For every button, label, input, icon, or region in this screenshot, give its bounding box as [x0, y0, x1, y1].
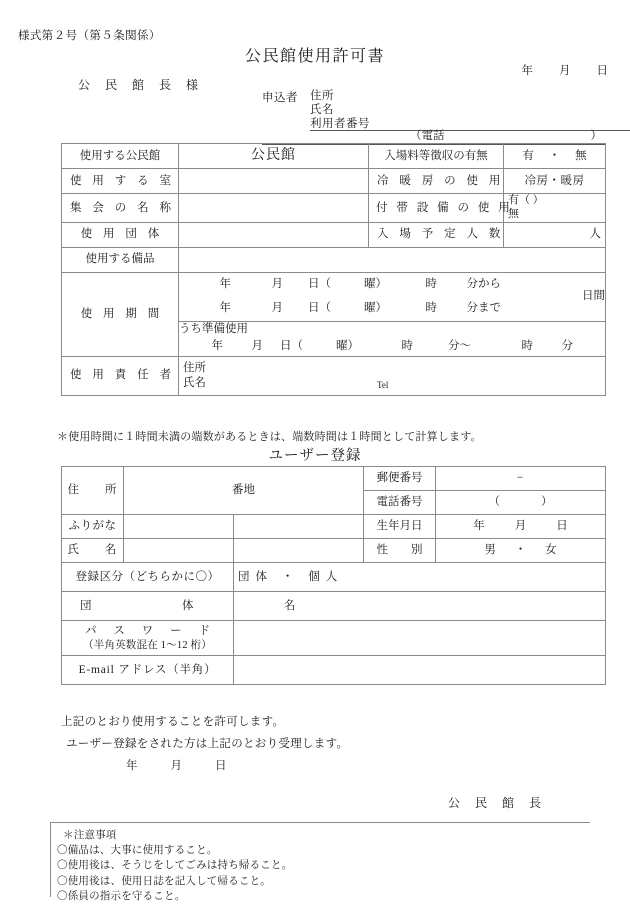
- reg-name-value-2[interactable]: [234, 539, 364, 563]
- permit-details-table: [61, 143, 606, 396]
- facility-label: 使用する公民館: [62, 144, 179, 169]
- reg-furigana-value-1[interactable]: [124, 515, 234, 539]
- reg-group-name-label: 団 体 名: [62, 592, 234, 621]
- period-to[interactable]: [179, 297, 532, 322]
- period-to-year: 年: [219, 302, 231, 315]
- period-to-hour: 時: [425, 302, 437, 315]
- prep-day: 日（: [280, 340, 303, 353]
- period-from[interactable]: [179, 273, 532, 297]
- period-from-day: 日（: [308, 278, 331, 291]
- approval-date-day: 日: [215, 760, 227, 772]
- approval-date-line: [126, 757, 227, 773]
- reg-phone-value[interactable]: （ ）: [436, 491, 606, 515]
- signature-line: 公 民 館 長: [448, 796, 548, 810]
- prep-month: 月: [251, 340, 263, 353]
- user-registration-table: [61, 466, 606, 685]
- period-days-unit[interactable]: 日間: [582, 290, 605, 303]
- reg-birth-value[interactable]: [436, 515, 606, 539]
- notice-item: 〇備品は、大事に使用すること。: [57, 845, 218, 857]
- prep-minute2: 分: [561, 340, 573, 353]
- prep-hour2: 時: [521, 340, 533, 353]
- issue-date-year: 年: [521, 65, 533, 77]
- reg-name-value-1[interactable]: [124, 539, 234, 563]
- table-row: [62, 621, 606, 656]
- prep-weekday: 曜）: [336, 340, 359, 353]
- period-subtable: [179, 273, 605, 356]
- period-to-weekday: 曜）: [364, 302, 387, 315]
- notice-item: 〇使用後は、そうじをしてごみは持ち帰ること。: [57, 860, 293, 872]
- room-label: 使 用 す る 室: [62, 169, 179, 194]
- permission-statement: 上記のとおり使用することを許可します。: [61, 716, 285, 728]
- table-row: [62, 515, 606, 539]
- reg-address-label: 住 所: [62, 467, 124, 515]
- period-to-day: 日（: [308, 302, 331, 315]
- period-value: [179, 272, 606, 356]
- period-from-row: [179, 273, 605, 297]
- responsible-name-label: 氏名: [183, 376, 206, 389]
- telephone-close-label: ）: [590, 130, 602, 142]
- aircon-label: 冷 暖 房 の 使 用: [369, 169, 504, 194]
- period-from-hour: 時: [425, 278, 437, 291]
- reg-birth-year: 年: [473, 520, 485, 533]
- period-to-month: 月: [271, 302, 283, 315]
- attendees-label: 入 場 予 定 人 数: [369, 222, 504, 247]
- table-row: [62, 247, 606, 272]
- period-label: 使 用 期 間: [62, 272, 179, 356]
- table-row: [62, 194, 606, 223]
- reg-birth-label: 生年月日: [364, 515, 436, 539]
- prep-title: うち準備使用: [179, 321, 605, 338]
- reg-sex-value[interactable]: 男 ・ 女: [436, 539, 606, 563]
- period-from-weekday: 曜）: [364, 278, 387, 291]
- period-from-minute: 分から: [466, 278, 501, 291]
- table-row: [62, 656, 606, 685]
- approval-date-year: 年: [126, 760, 138, 772]
- reg-password-label-line2: （半角英数混在 1〜12 桁）: [83, 639, 212, 651]
- table-row: [62, 356, 606, 395]
- approval-date-month: 月: [170, 760, 182, 772]
- period-prep-row: [179, 338, 605, 356]
- reg-email-value[interactable]: [234, 656, 606, 685]
- reg-email-label: E-mail アドレス（半角）: [62, 656, 234, 685]
- reg-password-label-line1: パ ス ワ ー ド: [85, 625, 217, 638]
- prep-datetime[interactable]: [179, 338, 605, 356]
- period-to-minute: 分まで: [466, 302, 501, 315]
- responsible-label: 使 用 責 任 者: [62, 356, 179, 395]
- meeting-name-value[interactable]: [179, 194, 369, 223]
- registration-section-title: ユーザー登録: [268, 448, 362, 464]
- equipment-use-label: 付 帯 設 備 の 使 用: [369, 194, 504, 223]
- issue-date-month: 月: [559, 65, 571, 77]
- admission-fee-label: 入場料等徴収の有無: [369, 144, 504, 169]
- table-row: [62, 467, 606, 491]
- table-row: [62, 144, 606, 169]
- notices-title: ＊注意事項: [63, 830, 117, 841]
- reg-furigana-label: ふりがな: [62, 515, 124, 539]
- aircon-value[interactable]: 冷房・暖房: [504, 169, 606, 194]
- equipment-use-value[interactable]: [504, 194, 606, 223]
- notices-box: [50, 822, 590, 902]
- facility-value[interactable]: 公民館: [179, 144, 369, 169]
- issue-date-day: 日: [596, 65, 608, 77]
- telephone-icon: Tel: [377, 380, 389, 391]
- table-row: [62, 222, 606, 247]
- equipment-use-no: 無: [508, 207, 519, 220]
- reg-type-value[interactable]: 団体 ・ 個人: [234, 563, 606, 592]
- table-row-period: [62, 272, 606, 356]
- applicant-address-label: 住所: [310, 90, 334, 102]
- table-row: [62, 169, 606, 194]
- reg-phone-label: 電話番号: [364, 491, 436, 515]
- table-row: [62, 539, 606, 563]
- notice-item: 〇係員の指示を守ること。: [57, 890, 186, 902]
- reg-password-label: [62, 621, 234, 656]
- reg-type-label: 登録区分（どちらかに〇）: [62, 563, 234, 592]
- prep-minute: 分～: [448, 340, 471, 353]
- equipment-use-yes: 有（ ）: [508, 194, 544, 206]
- applicant-user-number-label: 利用者番号: [310, 117, 630, 131]
- reg-birth-day: 日: [556, 520, 568, 533]
- addressee: 公 民 館 長 様: [78, 78, 205, 92]
- page-title: 公民館使用許可書: [244, 48, 385, 65]
- table-row: [62, 592, 606, 621]
- responsible-value[interactable]: [179, 356, 606, 395]
- attendees-value[interactable]: 人: [504, 222, 606, 247]
- notice-item: 〇使用後は、使用日誌を記入して帰ること。: [57, 875, 271, 887]
- supplies-value[interactable]: [179, 247, 606, 272]
- applicant-name-label: 氏名: [310, 104, 334, 116]
- period-from-month: 月: [271, 278, 283, 291]
- responsible-address-label: 住所: [183, 362, 206, 375]
- reg-zip-label: 郵便番号: [364, 467, 436, 491]
- applicant-fields: [310, 89, 610, 131]
- telephone-open-label: （電話: [410, 130, 445, 142]
- rounding-note: ＊使用時間に１時間未満の端数があるときは、端数時間は１時間として計算します。: [57, 431, 482, 443]
- acceptance-statement: ユーザー登録をされた方は上記のとおり受理します。: [66, 738, 349, 750]
- prep-year: 年: [211, 340, 223, 353]
- reg-address-value[interactable]: 番地: [124, 467, 364, 515]
- group-value[interactable]: [179, 222, 369, 247]
- meeting-name-label: 集 会 の 名 称: [62, 194, 179, 223]
- period-prep-title-row: [179, 321, 605, 338]
- reg-zip-value[interactable]: −: [436, 467, 606, 491]
- room-value[interactable]: [179, 169, 369, 194]
- table-row: [62, 563, 606, 592]
- reg-password-value[interactable]: [234, 621, 606, 656]
- reg-sex-label: 性 別: [364, 539, 436, 563]
- prep-hour: 時: [401, 340, 413, 353]
- reg-furigana-value-2[interactable]: [234, 515, 364, 539]
- applicant-label: 申込者: [262, 92, 298, 104]
- form-code: 様式第２号（第５条関係）: [18, 30, 161, 42]
- admission-fee-value[interactable]: 有 ・ 無: [504, 144, 606, 169]
- group-label: 使 用 団 体: [62, 222, 179, 247]
- supplies-label: 使用する備品: [62, 247, 179, 272]
- period-from-year: 年: [219, 278, 231, 291]
- reg-name-label: 氏 名: [62, 539, 124, 563]
- reg-birth-month: 月: [514, 520, 527, 533]
- issue-date-line: [522, 62, 609, 78]
